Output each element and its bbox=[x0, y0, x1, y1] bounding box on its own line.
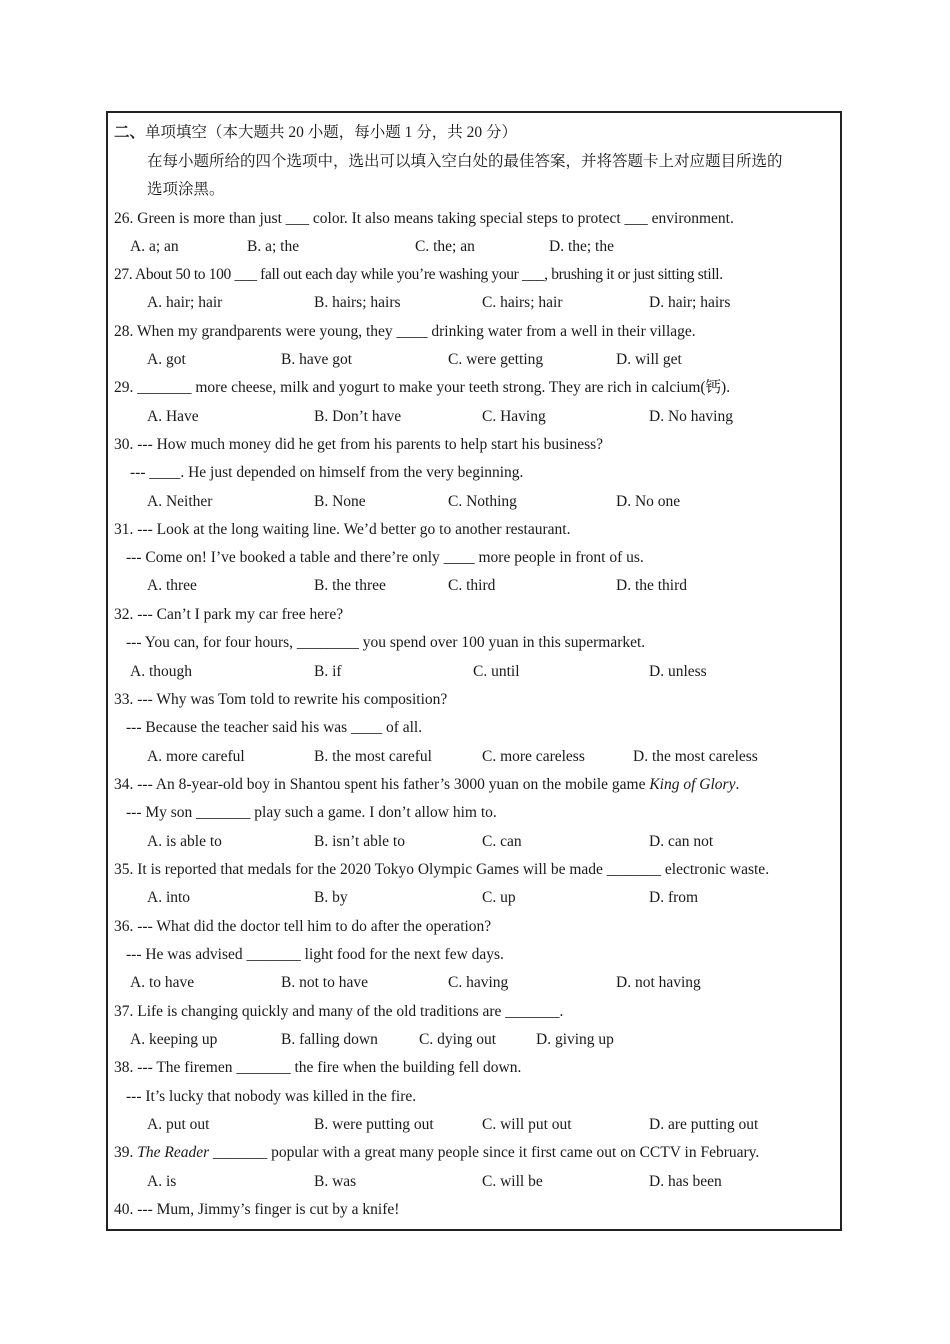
section-instructions-2: 选项涂黑。 bbox=[147, 181, 225, 198]
q29-option-c: C. Having bbox=[482, 408, 546, 425]
q32-option-c: C. until bbox=[473, 663, 520, 680]
question-30-reply: --- ____. He just depended on himself from the very beginning. bbox=[130, 464, 524, 481]
q39-option-c: C. will be bbox=[482, 1173, 543, 1190]
q29-option-a: A. Have bbox=[147, 408, 199, 425]
q36-option-b: B. not to have bbox=[281, 974, 368, 991]
q28-option-a: A. got bbox=[147, 351, 186, 368]
q31-option-d: D. the third bbox=[616, 577, 688, 594]
q30-option-a: A. Neither bbox=[147, 493, 213, 510]
question-40-text: 40. --- Mum, Jimmy’s finger is cut by a knife! bbox=[114, 1201, 400, 1218]
question-33-reply: --- Because the teacher said his was ____ of all. bbox=[126, 719, 423, 736]
question-32-reply: --- You can, for four hours, ________ you spend over 100 yuan in this supermarket. bbox=[126, 634, 646, 651]
q31-option-c: C. third bbox=[448, 577, 496, 594]
q35-option-d: D. from bbox=[649, 889, 699, 906]
q34-text-post: . bbox=[735, 776, 740, 793]
q34-option-a: A. is able to bbox=[147, 833, 222, 850]
q36-option-c: C. having bbox=[448, 974, 509, 991]
q39-show-title: The Reader bbox=[137, 1144, 210, 1161]
q28-option-c: C. were getting bbox=[448, 351, 544, 368]
q27-option-a: A. hair; hair bbox=[147, 294, 223, 311]
question-37-text: 37. Life is changing quickly and many of the old traditions are _______. bbox=[114, 1003, 564, 1020]
q27-option-c: C. hairs; hair bbox=[482, 294, 563, 311]
q28-option-b: B. have got bbox=[281, 351, 353, 368]
question-30-text: 30. --- How much money did he get from his parents to help start his business? bbox=[114, 436, 604, 453]
q30-option-c: C. Nothing bbox=[448, 493, 517, 510]
q29-option-b: B. Don’t have bbox=[314, 408, 402, 425]
q34-option-d: D. can not bbox=[649, 833, 714, 850]
question-32-text: 32. --- Can’t I park my car free here? bbox=[114, 606, 344, 623]
q39-option-a: A. is bbox=[147, 1173, 177, 1190]
q26-option-d: D. the; the bbox=[549, 238, 614, 255]
question-26-text: 26. Green is more than just ___ color. It also means taking special steps to protect ___ environment. bbox=[114, 210, 734, 227]
q31-option-b: B. the three bbox=[314, 577, 386, 594]
q33-option-a: A. more careful bbox=[147, 748, 245, 765]
question-36-text: 36. --- What did the doctor tell him to do after the operation? bbox=[114, 918, 492, 935]
q37-option-a: A. keeping up bbox=[130, 1031, 218, 1048]
q30-option-d: D. No one bbox=[616, 493, 681, 510]
q35-option-b: B. by bbox=[314, 889, 348, 906]
q37-option-b: B. falling down bbox=[281, 1031, 378, 1048]
q34-text-pre: 34. --- An 8-year-old boy in Shantou spent his father’s 3000 yuan on the mobile game bbox=[114, 776, 650, 793]
q28-option-d: D. will get bbox=[616, 351, 682, 368]
question-38-reply: --- It’s lucky that nobody was killed in the fire. bbox=[126, 1088, 417, 1105]
q26-option-c: C. the; an bbox=[415, 238, 475, 255]
question-39-text bbox=[114, 1143, 759, 1163]
q26-option-a: A. a; an bbox=[130, 238, 179, 255]
q33-option-b: B. the most careful bbox=[314, 748, 432, 765]
question-27-text: 27. About 50 to 100 ___ fall out each day while you’re washing your ___, brushing it or just sitting still. bbox=[114, 266, 723, 283]
q35-option-a: A. into bbox=[147, 889, 191, 906]
question-28-text: 28. When my grandparents were young, they ____ drinking water from a well in their village. bbox=[114, 323, 696, 340]
section-title: 单项填空（本大题共 20 小题，每小题 1 分，共 20 分） bbox=[145, 124, 518, 141]
q36-option-d: D. not having bbox=[616, 974, 701, 991]
q39-option-b: B. was bbox=[314, 1173, 357, 1190]
q35-option-c: C. up bbox=[482, 889, 516, 906]
q38-option-d: D. are putting out bbox=[649, 1116, 759, 1133]
q32-option-d: D. unless bbox=[649, 663, 707, 680]
section-number: 二、 bbox=[114, 124, 146, 141]
question-36-reply: --- He was advised _______ light food for the next few days. bbox=[126, 946, 504, 963]
q34-game-title: King of Glory bbox=[649, 776, 736, 793]
q39-text-post: _______ popular with a great many people since it first came out on CCTV in February. bbox=[209, 1144, 760, 1161]
q33-option-d: D. the most careless bbox=[633, 748, 758, 765]
question-29-text: 29. _______ more cheese, milk and yogurt to make your teeth strong. They are rich in calcium(钙). bbox=[114, 379, 731, 396]
q37-option-c: C. dying out bbox=[419, 1031, 497, 1048]
q27-option-b: B. hairs; hairs bbox=[314, 294, 401, 311]
question-33-text: 33. --- Why was Tom told to rewrite his composition? bbox=[114, 691, 448, 708]
question-38-text: 38. --- The firemen _______ the fire when the building fell down. bbox=[114, 1059, 522, 1076]
q32-option-a: A. though bbox=[130, 663, 192, 680]
q29-option-d: D. No having bbox=[649, 408, 733, 425]
q26-option-b: B. a; the bbox=[247, 238, 300, 255]
question-31-text: 31. --- Look at the long waiting line. We’d better go to another restaurant. bbox=[114, 521, 571, 538]
q32-option-b: B. if bbox=[314, 663, 342, 680]
q36-option-a: A. to have bbox=[130, 974, 195, 991]
q38-option-b: B. were putting out bbox=[314, 1116, 434, 1133]
q39-text-pre: 39. bbox=[114, 1144, 138, 1161]
question-31-reply: --- Come on! I’ve booked a table and there’re only ____ more people in front of us. bbox=[126, 549, 644, 566]
q37-option-d: D. giving up bbox=[536, 1031, 614, 1048]
question-34-reply: --- My son _______ play such a game. I don’t allow him to. bbox=[126, 804, 497, 821]
section-instructions-1: 在每小题所给的四个选项中，选出可以填入空白处的最佳答案，并将答题卡上对应题目所选的 bbox=[147, 153, 783, 170]
question-34-text bbox=[114, 775, 739, 795]
q39-option-d: D. has been bbox=[649, 1173, 722, 1190]
q38-option-a: A. put out bbox=[147, 1116, 210, 1133]
q34-option-b: B. isn’t able to bbox=[314, 833, 405, 850]
q38-option-c: C. will put out bbox=[482, 1116, 572, 1133]
q30-option-b: B. None bbox=[314, 493, 366, 510]
section-header bbox=[114, 123, 517, 143]
question-35-text: 35. It is reported that medals for the 2020 Tokyo Olympic Games will be made _______ electronic waste. bbox=[114, 861, 770, 878]
q34-option-c: C. can bbox=[482, 833, 522, 850]
q31-option-a: A. three bbox=[147, 577, 197, 594]
q27-option-d: D. hair; hairs bbox=[649, 294, 731, 311]
q33-option-c: C. more careless bbox=[482, 748, 585, 765]
